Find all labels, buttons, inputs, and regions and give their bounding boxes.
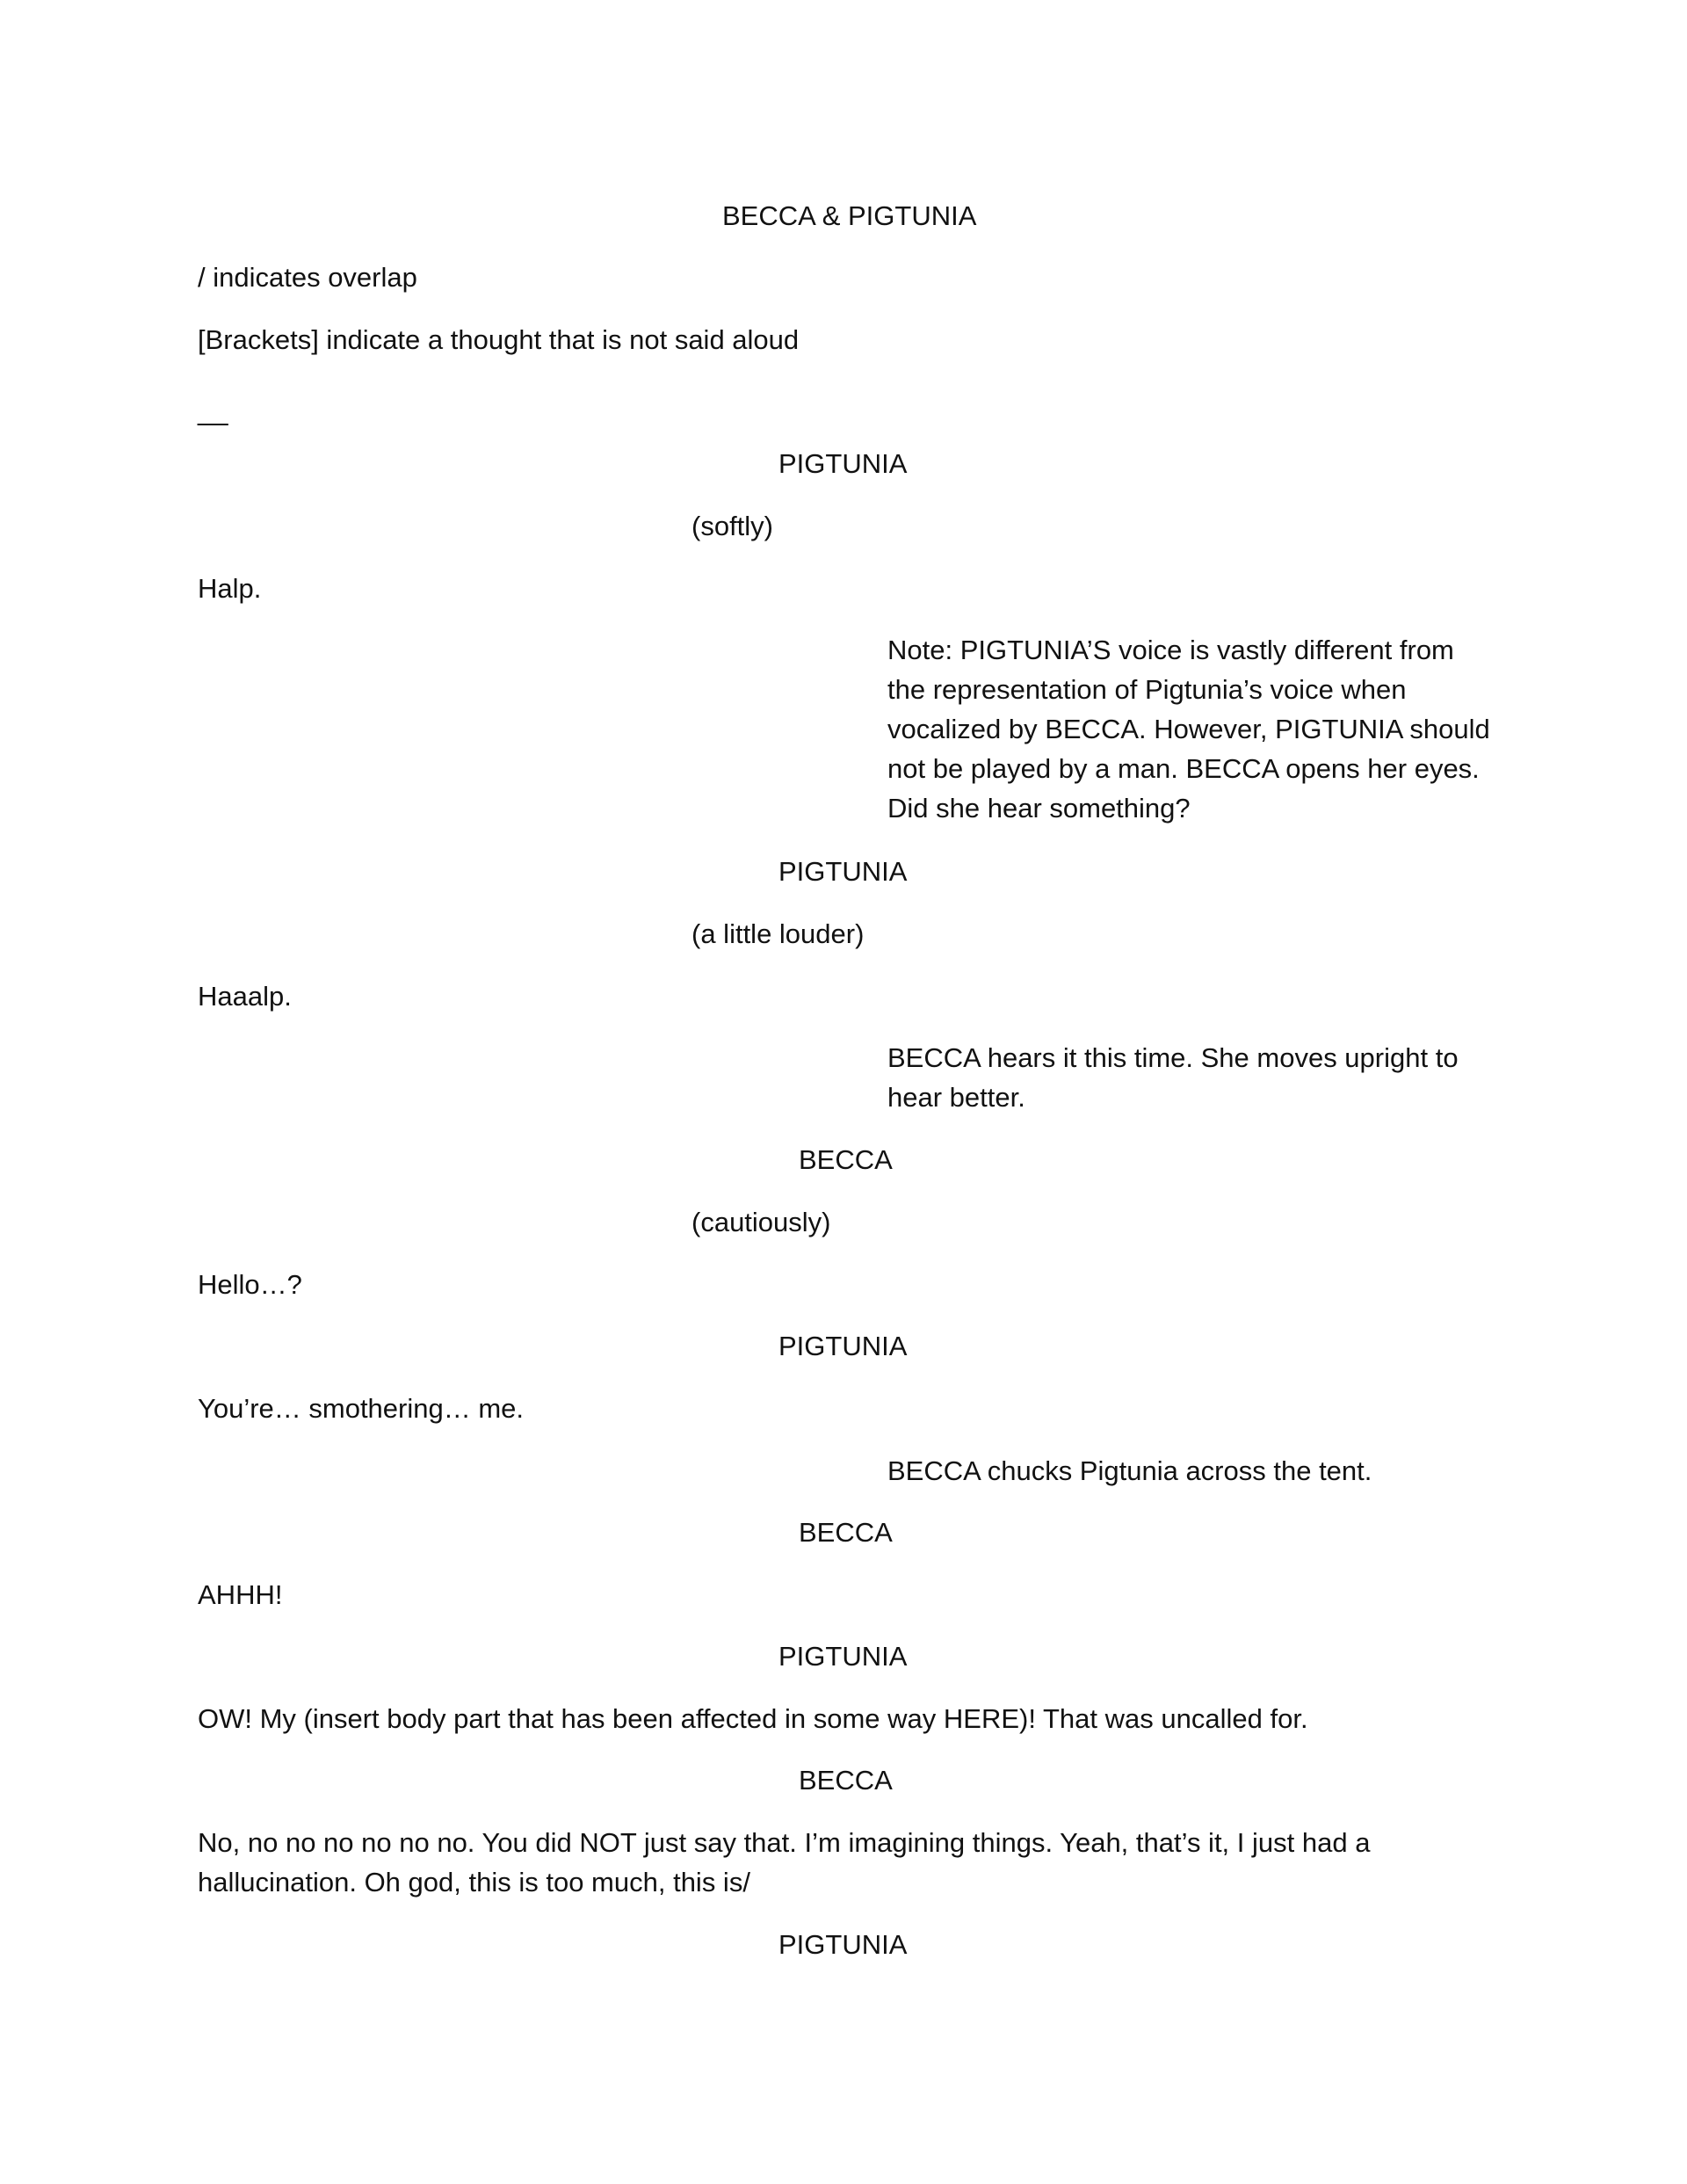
- dialogue-line: You’re… smothering… me.: [198, 1393, 525, 1424]
- dialogue-line: AHHH!: [198, 1579, 283, 1610]
- page-title: BECCA & PIGTUNIA: [722, 200, 977, 231]
- dialogue-line: Hello…?: [198, 1269, 302, 1300]
- character-name: PIGTUNIA: [778, 1929, 908, 1960]
- dialogue-line: Halp.: [198, 573, 262, 604]
- parenthetical: (softly): [691, 511, 773, 541]
- parenthetical: (a little louder): [691, 918, 865, 949]
- parenthetical: (cautiously): [691, 1207, 831, 1237]
- character-name: PIGTUNIA: [778, 1641, 908, 1672]
- stage-direction: BECCA hears it this time. She moves upright to hear better.: [887, 1042, 1459, 1113]
- stage-direction: Note: PIGTUNIA’S voice is vastly different from the representation of Pigtunia’s voice when vocalized by BECCA. However, PIGTUNIA should not be played by a man. BECCA opens her eyes. Did she hear something?: [887, 635, 1490, 824]
- character-name: PIGTUNIA: [778, 856, 908, 887]
- stage-direction: BECCA chucks Pigtunia across the tent.: [887, 1455, 1372, 1486]
- character-name: BECCA: [799, 1517, 893, 1548]
- dialogue-line: OW! My (insert body part that has been affected in some way HERE)! That was uncalled for.: [198, 1703, 1308, 1734]
- dialogue-line: No, no no no no no no. You did NOT just say that. I’m imagining things. Yeah, that’s it, I just had a hallucination. Oh god, this is too much, this is/: [198, 1827, 1371, 1897]
- character-name: PIGTUNIA: [778, 448, 908, 479]
- character-name: BECCA: [799, 1765, 893, 1796]
- character-name: BECCA: [799, 1144, 893, 1175]
- note-brackets: [Brackets] indicate a thought that is not said aloud: [198, 324, 800, 355]
- character-name: PIGTUNIA: [778, 1331, 908, 1361]
- note-overlap: / indicates overlap: [198, 262, 417, 293]
- separator-line: __: [198, 395, 228, 426]
- dialogue-line: Haaalp.: [198, 981, 292, 1012]
